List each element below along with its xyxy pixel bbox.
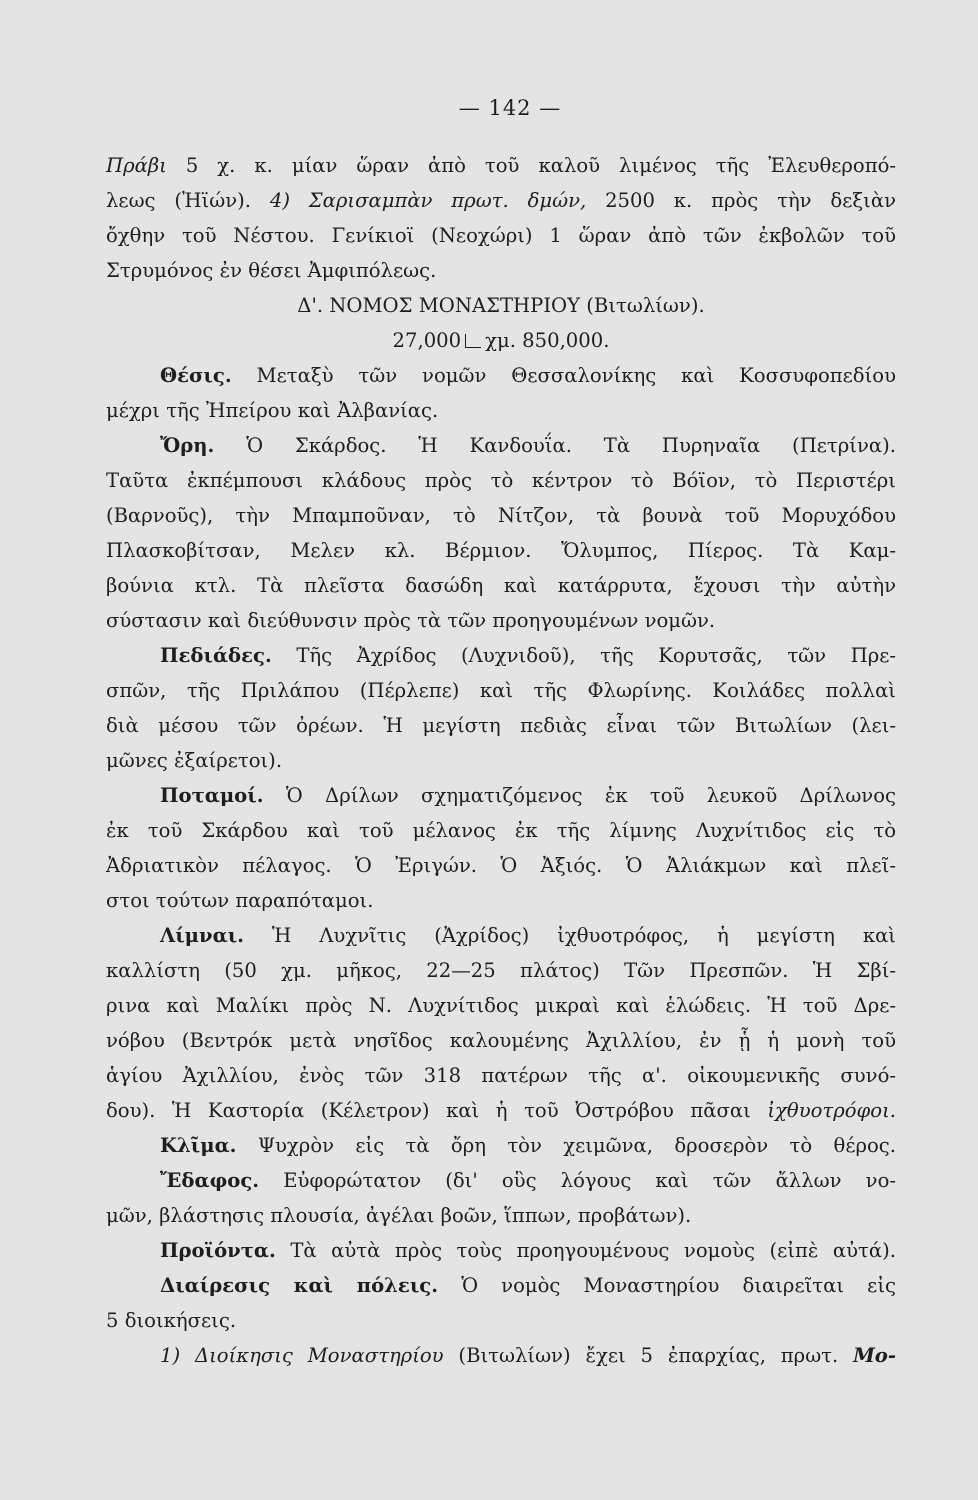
text-span: 2500 κ. πρὸς τὴν δεξιὰν	[586, 189, 896, 212]
text-span: Πλασκοβίτσαν, Μελεν κλ. Βέρμιον. Ὄλυμπος, Πίερος. Τὰ Καμ-	[106, 539, 896, 562]
text-line	[106, 393, 896, 428]
text-line	[106, 743, 896, 778]
body-text	[106, 148, 896, 1373]
text-span: νόβου (Βεντρόκ μετὰ νησῖδος καλουμένης Ἀχιλλίου, ἐν ᾗ ἡ μονὴ τοῦ	[106, 1029, 896, 1052]
text-span: 1) Διοίκησις Μοναστηρίου	[160, 1344, 444, 1367]
text-line	[106, 463, 896, 498]
text-line	[106, 883, 896, 918]
text-line	[106, 1198, 896, 1233]
text-span: 5 διοικήσεις.	[106, 1309, 237, 1332]
text-span: (Βαρνοῦς), τὴν Μπαμποῦναν, τὸ Νίτζον, τὰ βουνὰ τοῦ Μορυχόδου	[106, 504, 896, 527]
text-span: ἰχθυοτρόφοι.	[767, 1099, 896, 1122]
text-line	[106, 848, 896, 883]
text-span: σύστασιν καὶ διεύθυνσιν πρὸς τὰ τῶν προηγουμένων νομῶν.	[106, 609, 716, 632]
section-heading: Ὄρη.	[160, 434, 215, 457]
text-span: Τῆς Ἀχρίδος (Λυχνιδοῦ), τῆς Κορυτσᾶς, τῶν Πρε-	[271, 644, 896, 667]
text-span: Ψυχρὸν εἰς τὰ ὄρη τὸν χειμῶνα, δροσερὸν τὸ θέρος.	[236, 1134, 896, 1157]
text-line	[106, 1233, 896, 1268]
text-span: μῶνες ἐξαίρετοι).	[106, 749, 283, 772]
text-line	[106, 1268, 896, 1303]
section-heading: Λίμναι.	[160, 924, 245, 947]
text-line	[106, 148, 896, 183]
text-span: Εὐφορώτατον (δι' οὓς λόγους καὶ τῶν ἄλλων νο-	[259, 1169, 896, 1192]
text-span: σπῶν, τῆς Πριλάπου (Πέρλεπε) καὶ τῆς Φλωρίνης. Κοιλάδες πολλαὶ	[106, 679, 896, 702]
text-line	[106, 323, 896, 358]
text-line	[106, 638, 896, 673]
text-span: Ἀδριατικὸν πέλαγος. Ὁ Ἐριγών. Ὁ Ἀξιός. Ὁ Ἀλιάκμων καὶ πλεῖ-	[106, 854, 896, 877]
text-line	[106, 988, 896, 1023]
text-span: χμ. 850,000.	[485, 329, 610, 352]
text-span: (Βιτωλίων) ἔχει 5 ἐπαρχίας, πρωτ.	[443, 1344, 854, 1367]
text-span: Μεταξὺ τῶν νομῶν Θεσσαλονίκης καὶ Κοσσυφοπεδίου	[231, 364, 896, 387]
text-line	[106, 1128, 896, 1163]
text-line	[106, 1023, 896, 1058]
text-line	[106, 813, 896, 848]
text-line	[106, 603, 896, 638]
text-span: Τὰ αὐτὰ πρὸς τοὺς προηγουμένους νομοὺς (εἰπὲ αὐτά).	[275, 1239, 896, 1262]
text-line	[106, 673, 896, 708]
text-span: Πράβι	[106, 154, 167, 177]
text-line	[106, 288, 896, 323]
section-heading: Κλῖμα.	[160, 1134, 237, 1157]
text-line	[106, 533, 896, 568]
text-span: μέχρι τῆς Ἠπείρου καὶ Ἀλβανίας.	[106, 399, 439, 422]
text-span: 27,000	[392, 329, 462, 352]
text-span: δου). Ἡ Καστορία (Κέλετρον) καὶ ἡ τοῦ Ὀστρόβου πᾶσαι	[106, 1099, 768, 1122]
text-span: ἁγίου Ἀχιλλίου, ἐνὸς τῶν 318 πατέρων τῆς α'. οἰκουμενικῆς συνό-	[106, 1064, 896, 1087]
text-line	[106, 708, 896, 743]
text-span: Ὁ Σκάρδος. Ἡ Κανδουΐα. Τὰ Πυρηναῖα (Πετρίνα).	[214, 434, 896, 457]
text-line	[106, 918, 896, 953]
text-span: ρινα καὶ Μαλίκι πρὸς Ν. Λυχνίτιδος μικραὶ καὶ ἑλώδεις. Ἡ τοῦ Δρε-	[106, 994, 896, 1017]
text-line	[106, 428, 896, 463]
text-line	[106, 498, 896, 533]
text-line	[106, 1303, 896, 1338]
text-span: ὄχθην τοῦ Νέστου. Γενίκιοϊ (Νεοχώρι) 1 ὥραν ἀπὸ τῶν ἐκβολῶν τοῦ	[106, 224, 896, 247]
text-span: στοι τούτων παραπόταμοι.	[106, 889, 374, 912]
text-line	[106, 1338, 896, 1373]
text-line	[106, 253, 896, 288]
text-span: λεως (Ἠϊών).	[106, 189, 270, 212]
text-span: Ὁ Δρίλων σχηματιζόμενος ἐκ τοῦ λευκοῦ Δρίλωνος	[263, 784, 896, 807]
section-heading: Προϊόντα.	[160, 1239, 276, 1262]
text-line	[106, 183, 896, 218]
text-line	[106, 218, 896, 253]
text-line	[106, 568, 896, 603]
text-span: 5 χ. κ. μίαν ὥραν ἀπὸ τοῦ καλοῦ λιμένος τῆς Ἐλευθεροπό-	[166, 154, 896, 177]
text-span: Δ'. ΝΟΜΟΣ ΜΟΝΑΣΤΗΡΙΟΥ (Βιτωλίων).	[297, 294, 705, 317]
section-heading: Θέσις.	[160, 364, 232, 387]
text-span: καλλίστη (50 χμ. μῆκος, 22—25 πλάτος) Τῶν Πρεσπῶν. Ἡ Σβί-	[106, 959, 896, 982]
text-line	[106, 358, 896, 393]
section-heading: Ποταμοί.	[160, 784, 264, 807]
text-line	[106, 1163, 896, 1198]
text-span: Ὁ νομὸς Μοναστηρίου διαιρεῖται εἰς	[438, 1274, 896, 1297]
text-line	[106, 1058, 896, 1093]
section-heading: Μο-	[853, 1344, 896, 1367]
page-number: — 142 —	[458, 96, 562, 120]
text-span: διὰ μέσου τῶν ὀρέων. Ἡ μεγίστη πεδιὰς εἶναι τῶν Βιτωλίων (λει-	[106, 714, 896, 737]
text-line	[106, 953, 896, 988]
text-span: Ἡ Λυχνῖτις (Ἀχρίδος) ἰχθυοτρόφος, ἡ μεγίστη καὶ	[244, 924, 896, 947]
text-span: 4) Σαρισαμπὰν πρωτ. δμών,	[269, 189, 587, 212]
square-symbol-icon	[465, 334, 481, 348]
text-line	[106, 1093, 896, 1128]
text-span: ἐκ τοῦ Σκάρδου καὶ τοῦ μέλανος ἐκ τῆς λίμνης Λυχνίτιδος εἰς τὸ	[106, 819, 896, 842]
text-span: βούνια κτλ. Τὰ πλεῖστα δασώδη καὶ κατάρρυτα, ἔχουσι τὴν αὐτὴν	[106, 574, 896, 597]
text-span: Ταῦτα ἐκπέμπουσι κλάδους πρὸς τὸ κέντρον τὸ Βόϊον, τὸ Περιστέρι	[106, 469, 896, 492]
text-span: Στρυμόνος ἐν θέσει Ἀμφιπόλεως.	[106, 259, 437, 282]
text-line	[106, 778, 896, 813]
section-heading: Διαίρεσις καὶ πόλεις.	[160, 1274, 439, 1297]
section-heading: Ἔδαφος.	[160, 1169, 260, 1192]
text-span: μῶν, βλάστησις πλουσία, ἀγέλαι βοῶν, ἵππων, προβάτων).	[106, 1204, 692, 1227]
section-heading: Πεδιάδες.	[160, 644, 272, 667]
